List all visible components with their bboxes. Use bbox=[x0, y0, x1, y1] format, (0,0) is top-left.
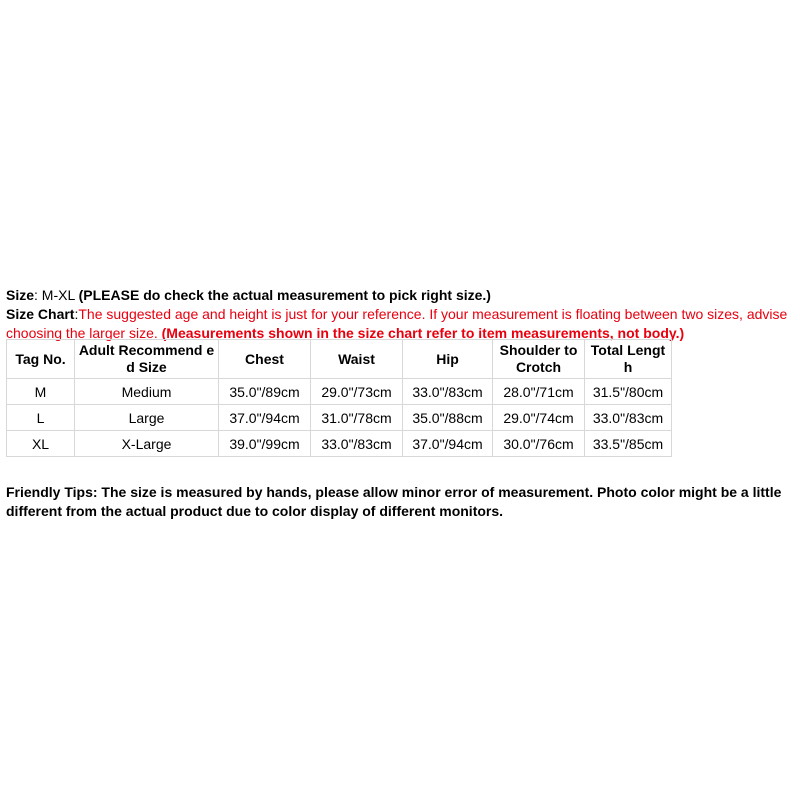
size-chart-bold-note: (Measurements shown in the size chart refer to item measurements, not body.) bbox=[161, 325, 685, 341]
size-line bbox=[6, 286, 800, 305]
tips-line-2: different from the actual product due to color display of different monitors. bbox=[6, 503, 504, 519]
tips-line-1: Friendly Tips: The size is measured by hands, please allow minor error of measurement. Photo color might be a little bbox=[6, 484, 782, 500]
size-value: : M-XL bbox=[34, 287, 79, 303]
size-info-block bbox=[6, 286, 800, 343]
cell-total-length: 33.0"/83cm bbox=[585, 405, 672, 431]
cell-shoulder-crotch: 30.0"/76cm bbox=[493, 431, 585, 457]
cell-size: Medium bbox=[75, 379, 219, 405]
cell-hip: 37.0"/94cm bbox=[403, 431, 493, 457]
header-tag-no: Tag No. bbox=[7, 340, 75, 379]
header-chest: Chest bbox=[219, 340, 311, 379]
cell-chest: 35.0"/89cm bbox=[219, 379, 311, 405]
cell-waist: 31.0"/78cm bbox=[311, 405, 403, 431]
size-chart-text-1: The suggested age and height is just for your reference. If your measurement is floating between two sizes, advise bbox=[78, 306, 788, 322]
cell-shoulder-crotch: 28.0"/71cm bbox=[493, 379, 585, 405]
cell-size: Large bbox=[75, 405, 219, 431]
cell-tag: M bbox=[7, 379, 75, 405]
size-chart-table bbox=[6, 339, 672, 457]
cell-waist: 33.0"/83cm bbox=[311, 431, 403, 457]
cell-tag: L bbox=[7, 405, 75, 431]
table-header-row bbox=[7, 340, 672, 379]
size-chart-line bbox=[6, 305, 800, 324]
cell-total-length: 31.5"/80cm bbox=[585, 379, 672, 405]
size-note: (PLEASE do check the actual measurement to pick right size.) bbox=[78, 287, 491, 303]
table-row bbox=[7, 431, 672, 457]
cell-tag: XL bbox=[7, 431, 75, 457]
header-recommended-size: Adult Recommend ed Size bbox=[75, 340, 219, 379]
size-chart-label: Size Chart bbox=[6, 306, 75, 322]
size-label: Size bbox=[6, 287, 35, 303]
header-waist: Waist bbox=[311, 340, 403, 379]
table-row bbox=[7, 405, 672, 431]
cell-chest: 39.0"/99cm bbox=[219, 431, 311, 457]
header-shoulder-to-crotch: Shoulder to Crotch bbox=[493, 340, 585, 379]
header-total-length: Total Lengt h bbox=[585, 340, 672, 379]
cell-chest: 37.0"/94cm bbox=[219, 405, 311, 431]
cell-waist: 29.0"/73cm bbox=[311, 379, 403, 405]
header-hip: Hip bbox=[403, 340, 493, 379]
friendly-tips bbox=[6, 483, 800, 521]
table-row bbox=[7, 379, 672, 405]
size-chart-text-2: choosing the larger size. bbox=[6, 325, 162, 341]
cell-total-length: 33.5"/85cm bbox=[585, 431, 672, 457]
cell-hip: 33.0"/83cm bbox=[403, 379, 493, 405]
cell-hip: 35.0"/88cm bbox=[403, 405, 493, 431]
size-chart-colon: : bbox=[74, 306, 79, 322]
cell-shoulder-crotch: 29.0"/74cm bbox=[493, 405, 585, 431]
cell-size: X-Large bbox=[75, 431, 219, 457]
